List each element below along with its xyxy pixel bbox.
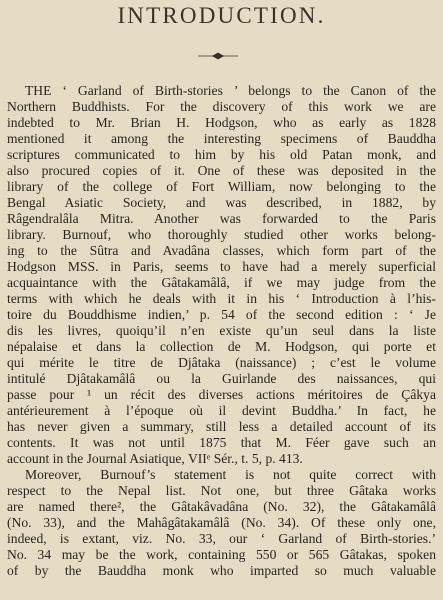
text-line: qui mérite le titre de Djâtaka (naissance) ; c’est le volume <box>7 355 436 370</box>
text-line: library. Burnouf, who thoroughly studied other works belong- <box>7 227 436 242</box>
text-line: account in the Journal Asiatique, VIIᵉ Sér., t. 5, p. 413. <box>7 451 303 466</box>
text-line: acquaintance with the Gâtakamâlâ, if we may judge from the <box>7 275 436 290</box>
text-line: ing to the Sûtra and Avadâna classes, which form part of the <box>7 243 436 258</box>
ornament-divider-icon <box>198 52 238 60</box>
text-line: antérieurement à l’époque où il devint Buddha.’ In fact, he <box>7 403 436 418</box>
text-line: Northern Buddhists. For the discovery of this work we are <box>7 99 436 114</box>
text-line: Hodgson MSS. in Paris, seems to have had a merely superficial <box>7 259 436 274</box>
text-line: (No. 33), and the Mahâgâtakamâlâ (No. 34). Of these only one, <box>7 515 436 530</box>
text-line: contents. It was not until 1875 that M. Féer gave such an <box>7 435 436 450</box>
text-line: intitulé Djâtakamâlâ ou la Guirlande des naissances, qui <box>7 371 436 386</box>
text-line: népalaise et dans la collection de M. Hodgson, qui porte et <box>7 339 436 354</box>
text-line: also procured copies of it. One of these was deposited in the <box>7 163 436 178</box>
text-line: scriptures communicated to him by his old Patan monk, and <box>7 147 436 162</box>
page-title: INTRODUCTION. <box>117 3 326 28</box>
text-line: THE ‘ Garland of Birth-stories ’ belongs to the Canon of the <box>25 83 436 98</box>
text-line: terms with which he deals with it in his ‘ Introduction à l’his- <box>7 291 436 306</box>
text-line: has never given a summary, still less a detailed account of its <box>7 419 436 434</box>
text-line: of by the Bauddha monk who imparted so much valuable <box>7 563 436 578</box>
text-line: dis les livres, quoiqu’il n’en existe qu’un seul dans la liste <box>7 323 436 338</box>
text-line: No. 34 may be the work, containing 550 or 565 Gâtakas, spoken <box>7 547 436 562</box>
text-line: library of the college of Fort William, now belonging to the <box>7 179 436 194</box>
text-line: are named there², the Gâtakâvadâna (No. 32), the Gâtakamâlâ <box>7 499 436 514</box>
text-line: passe pour ¹ un récit des diverses actions méritoires de Çâkya <box>7 387 436 402</box>
text-line: respect to the Nepal list. Not one, but three Gâtaka works <box>7 483 436 498</box>
text-line: toire du Bouddhisme indien,’ p. 54 of the second edition : ‘ Je <box>7 307 436 322</box>
text-line: indeed, is extant, viz. No. 33, our ‘ Garland of Birth-stories.’ <box>7 531 436 546</box>
text-line: Bengal Asiatic Society, and was described, in 1882, by <box>7 195 436 210</box>
text-line: Moreover, Burnouf’s statement is not quite correct with <box>25 467 436 482</box>
text-line: mentioned it among the interesting specimens of Bauddha <box>7 131 436 146</box>
text-line: indebted to Mr. Brian H. Hodgson, who as early as 1828 <box>7 115 436 130</box>
text-line: Râgendralâla Mitra. Another was forwarded to the Paris <box>7 211 436 226</box>
